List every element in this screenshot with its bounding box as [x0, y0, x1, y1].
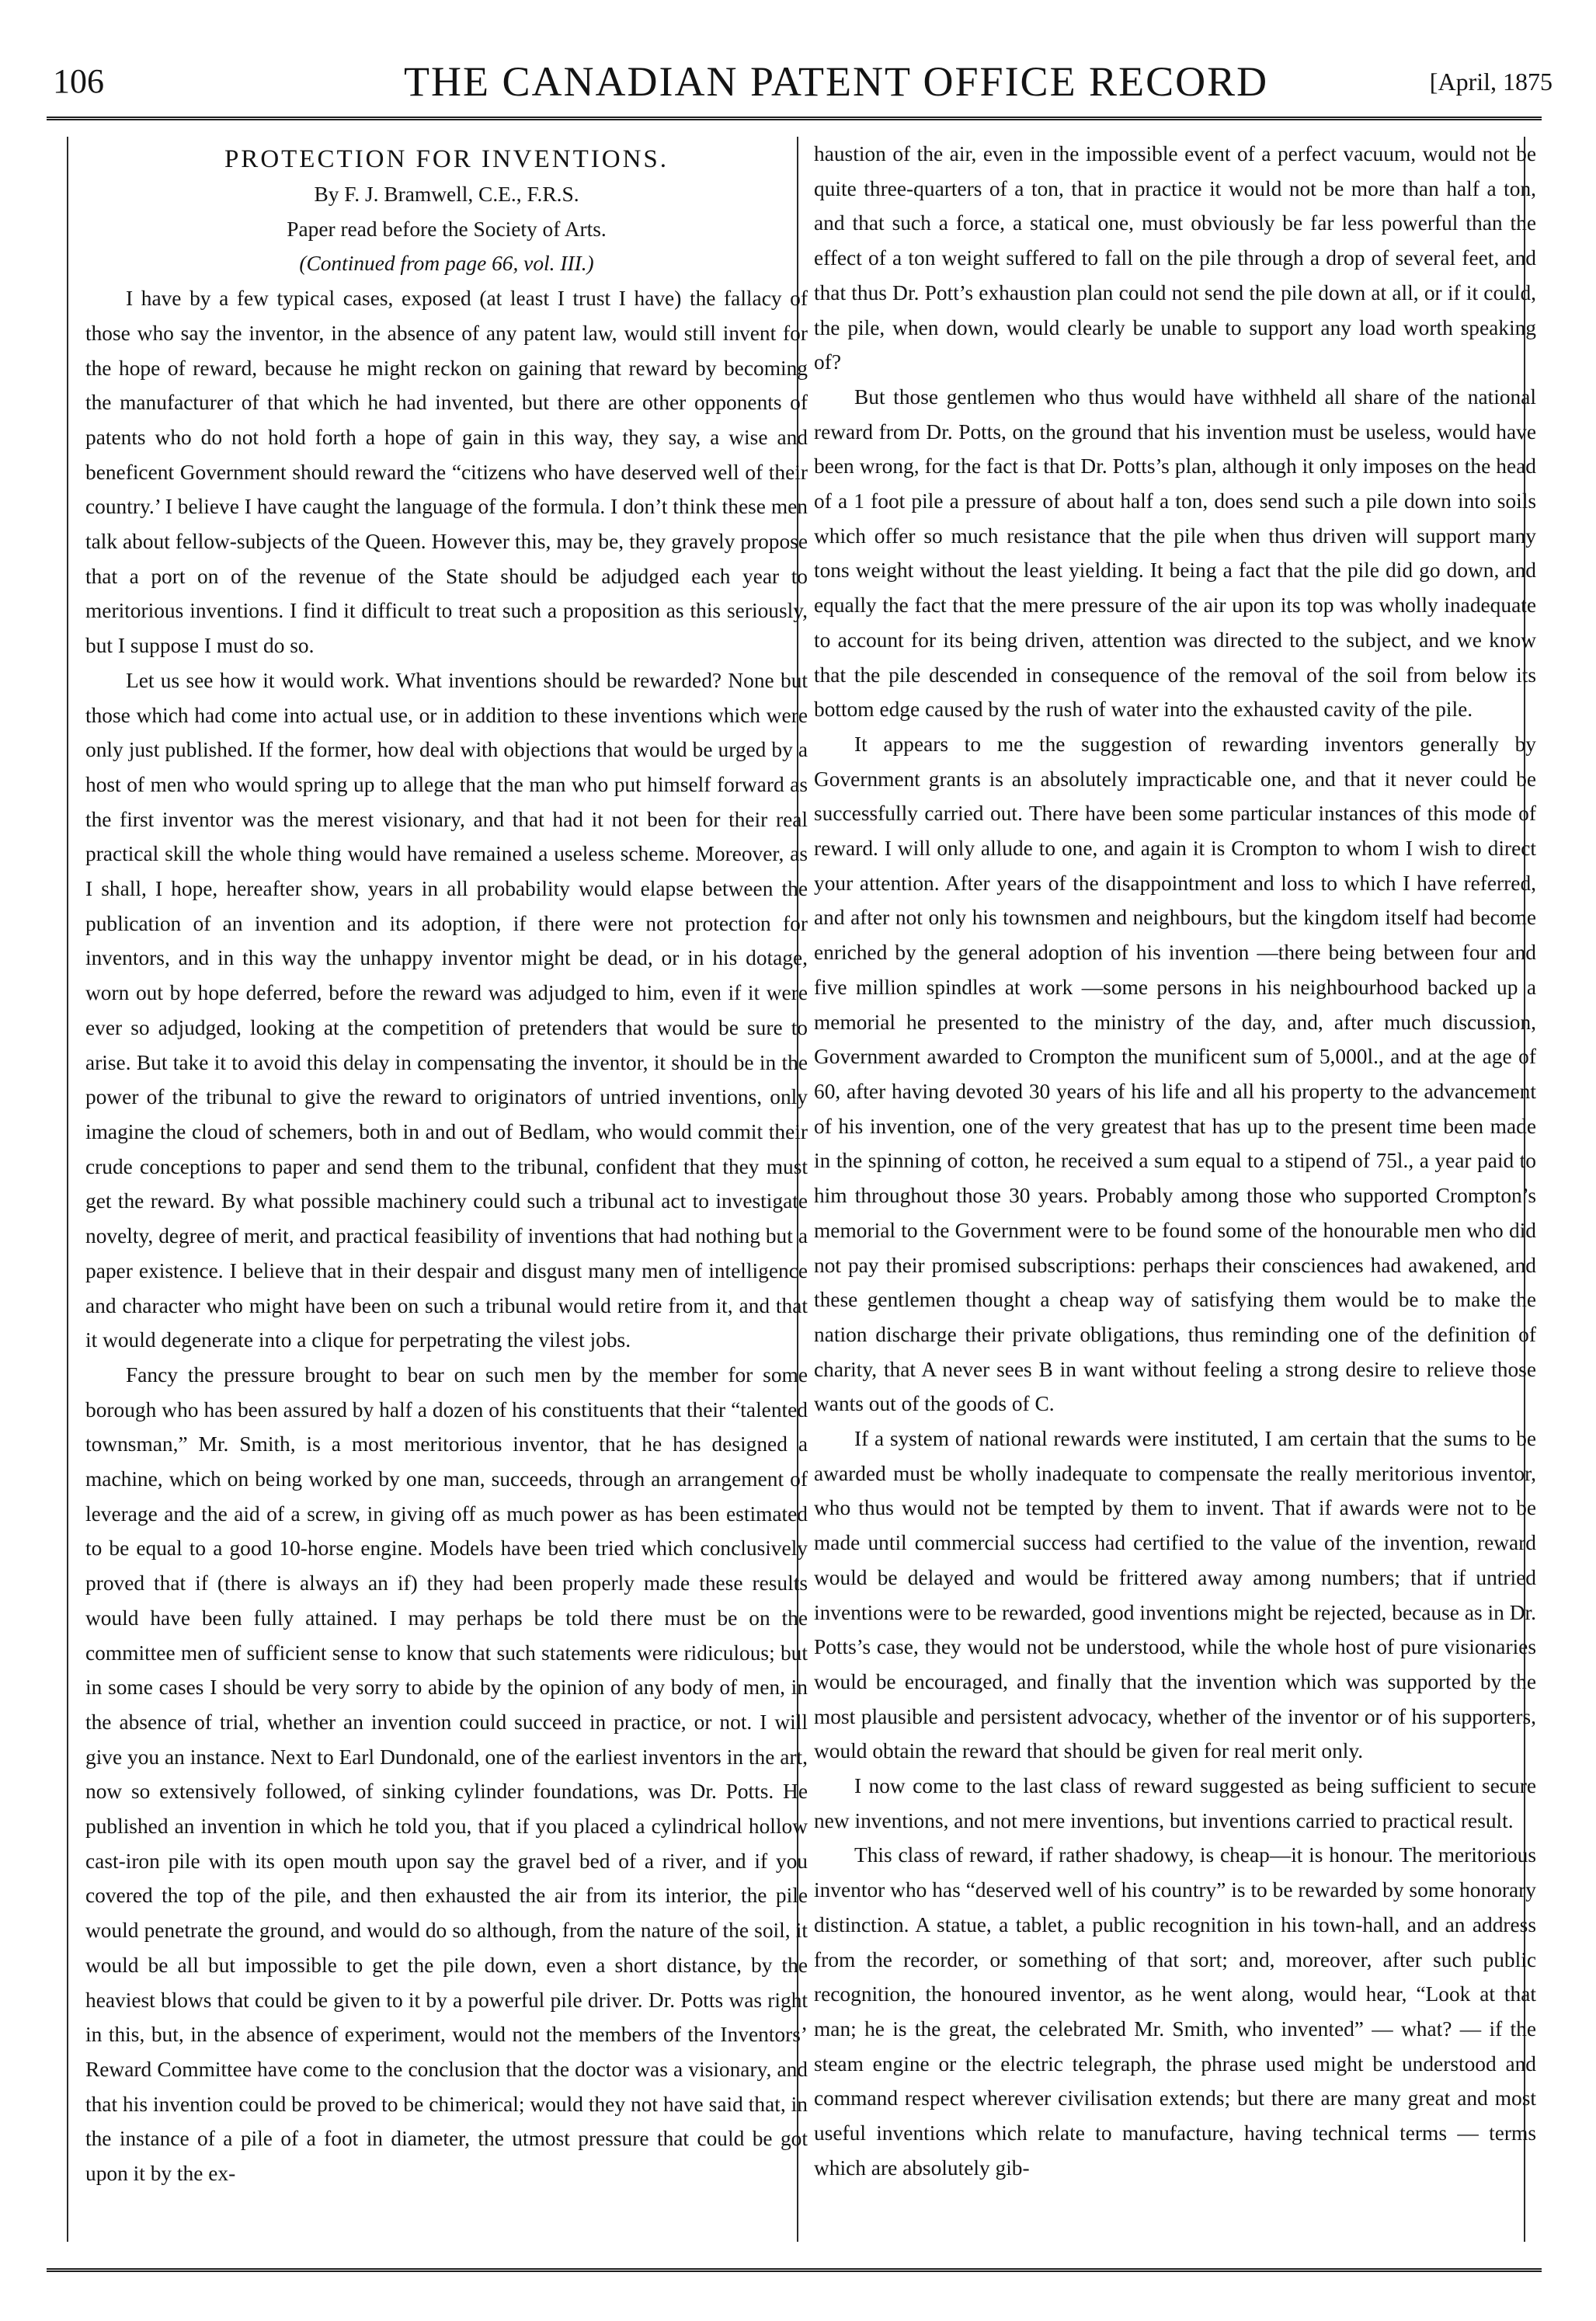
article-byline: By F. J. Bramwell, C.E., F.R.S.: [314, 183, 579, 206]
article-subline: Paper read before the Society of Arts.: [287, 217, 607, 241]
right-column: [814, 137, 1536, 2246]
article-title: PROTECTION FOR INVENTIONS.: [224, 145, 669, 173]
paragraph: Fancy the pressure brought to bear on such men by the member for some borough who has been assured by half a dozen of his constituents that their “talented townsman,” Mr. Smith, is a most meritorious inventor, that he has designed a machine, which on being worked by one man, succeeds, through an arrangement of leverage and the aid of a screw, in giving off as much power as has been estimated to be equal to a good 10-horse engine. Models have been tried which conclusively proved that if (there is always an if) they had been properly made these results would have been fully attained. I may perhaps be told there must be on the committee men of sufficient sense to know that such statements were ridiculous; but in some cases I should be very sorry to abide by the opinion of any body of men, in the absence of trial, whether an invention could succeed in practice, or not. I will give you an instance. Next to Earl Dundonald, one of the earliest inventors in the art, now so extensively followed, of sinking cylinder foundations, was Dr. Potts. He published an invention in which he told you, that if you placed a cylindrical hollow cast-iron pile with its open mouth upon say the gravel bed of a river, and if you covered the top of the pile, and then exhausted the air from its interior, the pile would penetrate the ground, and would do so although, from the nature of the soil, it would be all but impossible to get the pile down, even a short distance, by the heaviest blows that could be given to it by a powerful pile driver. Dr. Potts was right in this, but, in the absence of experiment, would not the members of the Inventors’ Reward Committee have come to the conclusion that the doctor was a visionary, and that his invention could be proved to be chimerical; would they not have said that, in the instance of a pile of a foot in diameter, the utmost pressure that could be got upon it by the ex-: [85, 1362, 808, 2186]
issue-date: [April, 1875: [1429, 68, 1553, 96]
paragraph: This class of reward, if rather shadowy, is cheap—it is honour. The meritorious inventor who has “deserved well of his country” is to be rewarded by some honorary distinction. A statue, a tablet, a public recognition in his town-hall, and an address from the recorder, or something of that sort; and, moreover, after such public recognition, the honoured inventor, as he went along, would hear, “Look at that man; he is the great, the celebrated Mr. Smith, who invented” — what? — if the steam engine or the electric telegraph, the phrase used might be understood and command respect wherever civilisation extends; but there are many great and most useful inventions which relate to manufacture, having technical terms — terms which are absolutely gib-: [814, 1843, 1536, 2180]
page-number: 106: [53, 62, 104, 100]
paragraph: If a system of national rewards were instituted, I am certain that the sums to be awarded must be wholly inadequate to compensate the really meritorious inventor, who thus would not be tempted by them to invent. That if awards were not to be made until commercial success had certified to the value of the invention, reward would be delayed and would be frittered away among numbers; that if untried inventions were to be rewarded, good inventions might be rejected, because as in Dr. Potts’s case, they would not be understood, while the whole host of pure visionaries would be encouraged, and finally that the invention which was supported by the most plausible and persistent advocacy, whether of the inventor or of his supporters, would obtain the reward that should be given for real merit only.: [814, 1427, 1536, 1763]
paragraph: I now come to the last class of reward suggested as being sufficient to secure new inventions, and not mere inventions, but inventions carried to practical result.: [814, 1774, 1536, 1832]
paragraph: I have by a few typical cases, exposed (at least I trust I have) the fallacy of those who say the inventor, in the absence of any patent law, would still invent for the hope of reward, because he might reckon on gaining that reward by becoming the manufacturer of that which he had invented, but there are other opponents of patents who do not hold forth a hope of gain in this way, they say, a wise and beneficent Government should reward the “citizens who have deserved well of their country.’ I believe I have caught the language of the formula. I don’t think these men talk about fellow-subjects of the Queen. However this, may be, they gravely propose that a port on of the revenue of the State should be adjudged each year to meritorious inventions. I find it difficult to treat such a proposition as this seriously, but I suppose I must do so.: [85, 287, 808, 658]
paragraph-continued: haustion of the air, even in the impossible event of a perfect vacuum, would not be quite three-quarters of a ton, that in practice it would not be more than half a ton, and that such a force, a statical one, must obviously be far less powerful than the effect of a ton weight suffered to fall on the pile through a drop of several feet, and that thus Dr. Pott’s exhaustion plan could not send the pile down at all, or if it could, the pile, when down, would clearly be unable to support any load worth speaking of?: [814, 142, 1536, 374]
paragraph: It appears to me the suggestion of rewarding inventors generally by Government grants is an absolutely impracticable one, and that it never could be successfully carried out. There have been some particular instances of this mode of reward. I will only allude to one, and again it is Crompton to whom I wish to direct your attention. After years of the disappointment and loss to which I have referred, and after not only his townsmen and neighbours, but the kingdom itself had become enriched by the general adoption of his invention —there being between four and five million spindles at work —some persons in his neighbourhood backed up a memorial he presented to the ministry of the day, and, after much discussion, Government awarded to Crompton the munificent sum of 5,000l., and at the age of 60, after having devoted 30 years of his life and all his property to the advancement of his invention, one of the very greatest that has up to the present time been made in the spinning of cotton, he received a sum equal to a stipend of 75l., a year paid to him throughout those 30 years. Probably among those who supported Crompton’s memorial to the Government were to be found some of the honourable men who did not pay their promised subscriptions: perhaps their consciences had awakened, and these gentlemen thought a cheap way of satisfying them would be to make the nation discharge their private obligations, thus reminding one of the definition of charity, that A never sees B in want without feeling a strong desire to relieve those wants out of the goods of C.: [814, 732, 1536, 1416]
publication-title: THE CANADIAN PATENT OFFICE RECORD: [404, 58, 1269, 105]
paragraph: But those gentlemen who thus would have withheld all share of the national reward from Dr. Potts, on the ground that his invention must be useless, would have been wrong, for the fact is that Dr. Potts’s plan, although it only imposes on the head of a 1 foot pile a pressure of about half a ton, does send such a pile down into soils which offer so much resistance that the pile when thus driven will support many tons weight without the least yielding. It being a fact that the pile did go down, and equally the fact that the mere pressure of the air upon its top was wholly inadequate to account for its being driven, attention was directed to the subject, and we know that the pile descended in consequence of the removal of the soil from below its bottom edge caused by the rush of water into the exhausted cavity of the pile.: [814, 385, 1536, 722]
article-heading: [85, 141, 808, 281]
continuation-note: (Continued from page 66, vol. III.): [299, 252, 594, 276]
paragraph: Let us see how it would work. What inventions should be rewarded? None but those which had come into actual use, or in addition to these inventions which were only just published. If the former, how deal with objections that would be urged by a host of men who would spring up to allege that the man who put himself forward as the first inventor was the merest visionary, and that had it not been for their real practical skill the whole thing would have remained a useless scheme. Moreover, as I shall, I hope, hereafter show, years in all probability would elapse between the publication of an invention and its adoption, if there were not protection for inventors, and in this way the unhappy inventor might be dead, or in his dotage, worn out by hope deferred, before the reward was adjudged to him, even if it were ever so adjudged, looking at the competition of pretenders that would be sure to arise. But take it to avoid this delay in compensating the inventor, it should be in the power of the tribunal to give the reward to originators of untried inventions, only imagine the cloud of schemers, both in and out of Bedlam, who would commit their crude conceptions to paper and send them to the tribunal, confident that they must get the reward. By what possible machinery could such a tribunal act to investigate novelty, degree of merit, and practical feasibility of inventions that had nothing but a paper existence. I believe that in their despair and disgust many men of intelligence and character who might have been on such a tribunal would retire from it, and that it would degenerate into a clique for perpetrating the vilest jobs.: [85, 668, 808, 1352]
left-border-rule: [67, 137, 68, 2242]
left-column: [85, 137, 808, 2246]
